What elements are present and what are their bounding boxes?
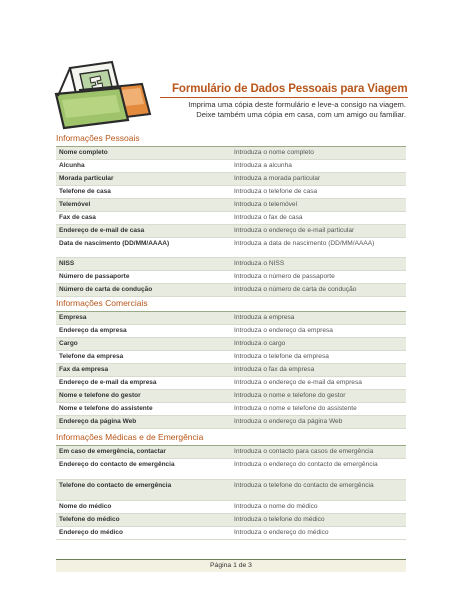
field-label: Endereço da página Web [59,418,137,425]
field-value[interactable]: Introduza o telemóvel [234,201,298,208]
table-row [56,459,406,480]
business-info-section [56,297,406,429]
field-value[interactable]: Introduza o telefone de casa [234,188,318,195]
table-row [56,403,406,416]
field-value[interactable]: Introduza o número de passaporte [234,273,335,280]
table-row [56,338,406,351]
field-label: Endereço de e-mail da empresa [59,379,157,386]
field-label: Nome e telefone do gestor [59,392,141,399]
table-row [56,351,406,364]
table-row [56,238,406,258]
table-row [56,147,406,160]
table-row [56,364,406,377]
field-label: Endereço de e-mail de casa [59,227,145,234]
table-row [56,416,406,429]
medical-emergency-section [56,431,406,540]
table-row [56,325,406,338]
page-footer: Página 1 de 3 [56,559,406,572]
table-row [56,271,406,284]
field-value[interactable]: Introduza o nome e telefone do gestor [234,392,346,399]
field-label: Número de passaporte [59,273,130,280]
field-label: Telemóvel [59,201,91,208]
table-row [56,527,406,540]
field-label: Nome completo [59,149,108,156]
title-divider [160,97,408,98]
instructions-line-2: Deixe também uma cópia em casa, com um amigo ou familiar. [196,110,406,119]
field-value[interactable]: Introduza o contacto para casos de emergência [234,448,374,455]
field-value[interactable]: Introduza o endereço da empresa [234,327,333,334]
table-row [56,312,406,325]
field-label: Fax da empresa [59,366,109,373]
table-row [56,501,406,514]
field-value[interactable]: Introduza o fax da empresa [234,366,315,373]
field-value[interactable]: Introduza o telefone da empresa [234,353,329,360]
field-label: Telefone do médico [59,516,120,523]
table-row [56,446,406,459]
field-value[interactable]: Introduza o cargo [234,340,286,347]
field-label: Endereço do médico [59,529,123,536]
field-value[interactable]: Introduza a data de nascimento (DD/MM/AAAA) [234,240,375,247]
field-label: Empresa [59,314,87,321]
field-label: Alcunha [59,162,85,169]
field-label: Número de carta de condução [59,286,153,293]
personal-info-section [56,132,406,297]
section-title: Informações Pessoais [56,132,406,147]
table-row [56,212,406,225]
table-row [56,199,406,212]
table-row [56,284,406,297]
table-row [56,514,406,527]
table-row [56,186,406,199]
section-title: Informações Médicas e de Emergência [56,431,406,446]
table-row [56,160,406,173]
field-value[interactable]: Introduza o nome e telefone do assistente [234,405,357,412]
field-value[interactable]: Introduza o endereço do contacto de emergência [234,461,378,468]
table-row [56,225,406,238]
field-label: Telefone de casa [59,188,111,195]
field-value[interactable]: Introduza o endereço do médico [234,529,329,536]
field-label: Morada particular [59,175,114,182]
field-value[interactable]: Introduza o endereço da página Web [234,418,343,425]
section-title: Informações Comerciais [56,297,406,312]
field-value[interactable]: Introduza o nome do médico [234,503,318,510]
field-label: Fax de casa [59,214,96,221]
field-label: Nome e telefone do assistente [59,405,153,412]
table-row [56,377,406,390]
field-value[interactable]: Introduza o NISS [234,260,285,267]
money-wallet-icon [50,60,162,130]
field-label: Nome do médico [59,503,112,510]
field-label: Endereço da empresa [59,327,127,334]
field-label: Endereço do contacto de emergência [59,461,175,468]
table-row [56,390,406,403]
field-value[interactable]: Introduza a morada particular [234,175,321,182]
field-label: Telefone do contacto de emergência [59,482,172,489]
field-value[interactable]: Introduza a empresa [234,314,295,321]
field-value[interactable]: Introduza o número de carta de condução [234,286,357,293]
instructions-line-1: Imprima uma cópia deste formulário e leve-a consigo na viagem. [188,100,406,109]
page-title: Formulário de Dados Pessoais para Viagem [172,83,408,95]
field-value[interactable]: Introduza o nome completo [234,149,314,156]
field-value[interactable]: Introduza o telefone do contacto de emergência [234,482,374,489]
field-label: Data de nascimento (DD/MM/AAAA) [59,240,170,247]
table-row [56,258,406,271]
field-label: NISS [59,260,75,267]
table-row [56,480,406,501]
field-label: Em caso de emergência, contactar [59,448,166,455]
table-row [56,173,406,186]
field-value[interactable]: Introduza o fax de casa [234,214,303,221]
field-value[interactable]: Introduza o telefone do médico [234,516,325,523]
field-value[interactable]: Introduza a alcunha [234,162,292,169]
field-value[interactable]: Introduza o endereço de e-mail da empresa [234,379,362,386]
field-label: Cargo [59,340,78,347]
field-value[interactable]: Introduza o endereço de e-mail particular [234,227,355,234]
field-label: Telefone da empresa [59,353,124,360]
